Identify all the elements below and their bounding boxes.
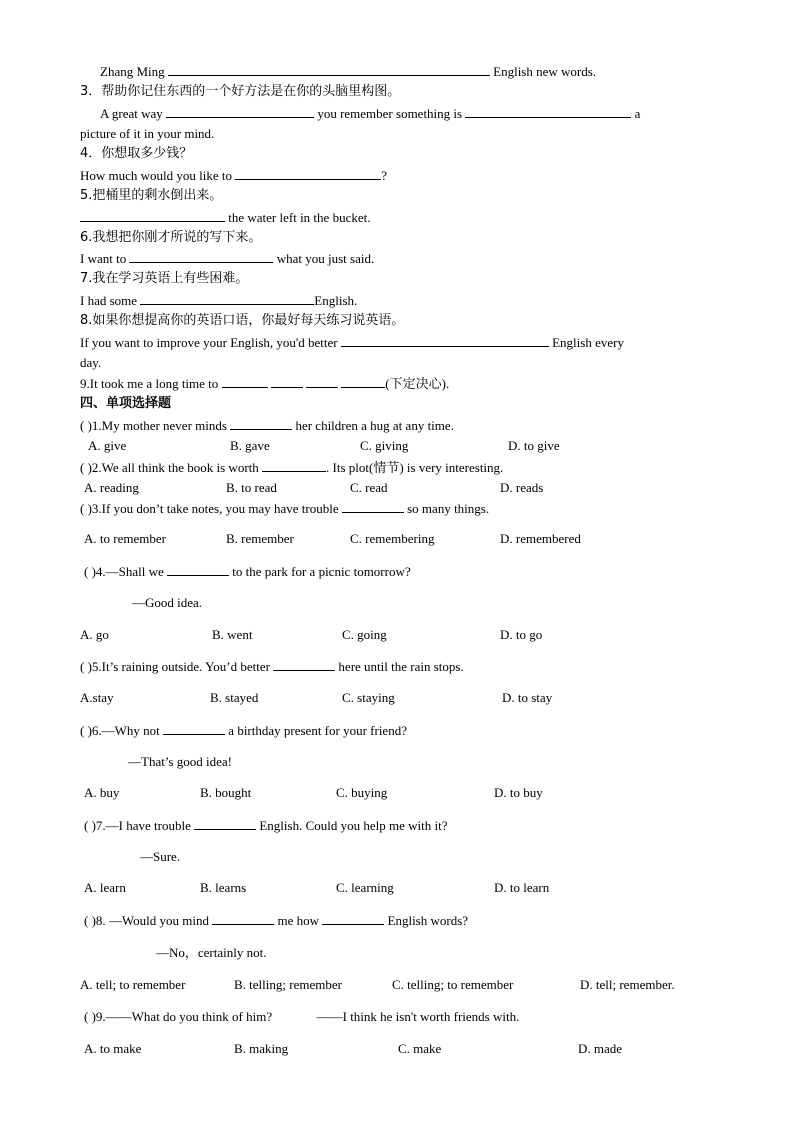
option-b[interactable]: B. stayed (210, 690, 259, 705)
question-2 (80, 459, 503, 476)
question-stem: ( )4.—Shall we (84, 564, 164, 579)
question-stem: ( )6.—Why not (80, 723, 160, 738)
answer-blank[interactable] (230, 417, 292, 430)
text: English new words. (493, 64, 597, 79)
option-d[interactable]: D. to give (508, 438, 560, 453)
text: If you want to improve your English, you'd better (80, 335, 338, 350)
text: the water left in the bucket. (228, 210, 371, 225)
answer-blank[interactable] (80, 209, 225, 222)
line-4: picture of it in your mind. (80, 126, 215, 141)
line-14 (80, 334, 624, 351)
line-10 (80, 250, 374, 267)
option-a[interactable]: A. to remember (84, 531, 166, 546)
question-6 (80, 722, 407, 739)
text: (下定决心). (385, 376, 450, 391)
line-13: 8.如果你想提高你的英语口语，你最好每天练习说英语。 (80, 313, 405, 328)
question-stem: to the park for a picnic tomorrow? (232, 564, 411, 579)
question-stem: ( )2.We all think the book is worth (80, 460, 259, 475)
question-stem: ( )1.My mother never minds (80, 418, 227, 433)
question-stem: a birthday present for your friend? (228, 723, 407, 738)
reply-line: —Good idea. (132, 595, 203, 610)
text: Zhang Ming (100, 64, 165, 79)
answer-blank[interactable] (342, 500, 404, 513)
option-d[interactable]: D. to go (500, 627, 543, 642)
text: I had some (80, 293, 138, 308)
option-b[interactable]: B. gave (230, 438, 270, 453)
answer-blank[interactable] (140, 292, 314, 305)
option-a[interactable]: A. reading (84, 480, 139, 495)
question-stem: ( )3.If you don’t take notes, you may have trouble (80, 501, 339, 516)
question-stem: ——I think he isn't worth friends with. (316, 1009, 520, 1024)
question-8 (84, 912, 468, 929)
answer-blank[interactable] (306, 375, 338, 388)
option-a[interactable]: A. to make (84, 1041, 142, 1056)
line-9: 6.我想把你刚才所说的写下来。 (80, 230, 262, 245)
line-16 (80, 375, 449, 392)
answer-blank[interactable] (273, 658, 335, 671)
text: English every (552, 335, 624, 350)
answer-blank[interactable] (166, 105, 314, 118)
answer-blank[interactable] (168, 63, 490, 76)
option-a[interactable]: A. go (80, 627, 109, 642)
question-stem: ( )8. —Would you mind (84, 913, 209, 928)
text: what you just said. (276, 251, 375, 266)
option-b[interactable]: B. bought (200, 785, 252, 800)
option-d[interactable]: D. to buy (494, 785, 543, 800)
option-b[interactable]: B. remember (226, 531, 294, 546)
question-5 (80, 658, 464, 675)
question-stem: ( )7.—I have trouble (84, 818, 191, 833)
answer-blank[interactable] (194, 817, 256, 830)
question-1 (80, 417, 454, 434)
option-d[interactable]: D. made (578, 1041, 623, 1056)
section-title: 四、单项选择题 (80, 396, 172, 411)
option-c[interactable]: C. buying (336, 785, 388, 800)
option-d[interactable]: D. to learn (494, 880, 550, 895)
text: a (634, 106, 641, 121)
option-c[interactable]: C. make (398, 1041, 442, 1056)
option-c[interactable]: C. giving (360, 438, 409, 453)
option-a[interactable]: A. tell; to remember (80, 977, 186, 992)
option-a[interactable]: A.stay (80, 690, 114, 705)
answer-blank[interactable] (235, 167, 381, 180)
line-1 (100, 63, 596, 80)
option-b[interactable]: B. telling; remember (234, 977, 342, 992)
option-d[interactable]: D. remembered (500, 531, 581, 546)
question-4 (84, 563, 411, 580)
option-c[interactable]: C. going (342, 627, 387, 642)
question-3 (80, 500, 489, 517)
question-stem: English words? (387, 913, 469, 928)
option-a[interactable]: A. give (88, 438, 127, 453)
option-d[interactable]: D. tell; remember. (580, 977, 675, 992)
answer-blank[interactable] (465, 105, 631, 118)
text: you remember something is (317, 106, 463, 121)
option-b[interactable]: B. to read (226, 480, 277, 495)
answer-blank[interactable] (341, 334, 549, 347)
text: ? (381, 168, 388, 183)
question-stem: ( )9.——What do you think of him? (84, 1009, 273, 1024)
line-3 (100, 105, 640, 122)
question-stem: me how (277, 913, 320, 928)
line-15: day. (80, 355, 102, 370)
reply-line: —That’s good idea! (128, 754, 232, 769)
option-b[interactable]: B. making (234, 1041, 289, 1056)
text: I want to (80, 251, 127, 266)
question-7 (84, 817, 448, 834)
answer-blank[interactable] (341, 375, 385, 388)
question-9 (84, 1009, 519, 1025)
option-a[interactable]: A. learn (84, 880, 126, 895)
option-b[interactable]: B. learns (200, 880, 247, 895)
line-12 (80, 292, 357, 309)
option-d[interactable]: D. to stay (502, 690, 553, 705)
answer-blank[interactable] (167, 563, 229, 576)
answer-blank[interactable] (222, 375, 268, 388)
answer-blank[interactable] (322, 912, 384, 925)
answer-blank[interactable] (163, 722, 225, 735)
text: 9.It took me a long time to (80, 376, 219, 391)
option-c[interactable]: C. remembering (350, 531, 435, 546)
text: A great way (100, 106, 163, 121)
option-c[interactable]: C. learning (336, 880, 394, 895)
line-5: 4．你想取多少钱？ (80, 146, 193, 161)
question-stem: here until the rain stops. (338, 659, 464, 674)
option-c[interactable]: C. telling; to remember (392, 977, 514, 992)
question-stem: . Its plot(情节) is very interesting. (326, 460, 504, 475)
question-stem: so many things. (407, 501, 490, 516)
text: English. (314, 293, 358, 308)
reply-line: —Sure. (140, 849, 181, 864)
answer-blank[interactable] (271, 375, 303, 388)
answer-blank[interactable] (262, 459, 326, 472)
line-8 (80, 209, 370, 226)
option-a[interactable]: A. buy (84, 785, 120, 800)
line-11: 7.我在学习英语上有些困难。 (80, 271, 249, 286)
text: How much would you like to (80, 168, 233, 183)
option-c[interactable]: C. read (350, 480, 388, 495)
question-stem: English. Could you help me with it? (259, 818, 448, 833)
line-7: 5.把桶里的剩水倒出来。 (80, 188, 223, 203)
option-b[interactable]: B. went (212, 627, 253, 642)
option-c[interactable]: C. staying (342, 690, 395, 705)
line-2: 3．帮助你记住东西的一个好方法是在你的头脑里构图。 (80, 84, 401, 99)
question-stem: ( )5.It’s raining outside. You’d better (80, 659, 270, 674)
answer-blank[interactable] (212, 912, 274, 925)
answer-blank[interactable] (129, 250, 273, 263)
line-6 (80, 167, 387, 184)
reply-line: —No，certainly not. (156, 945, 267, 960)
question-stem: her children a hug at any time. (295, 418, 454, 433)
option-d[interactable]: D. reads (500, 480, 544, 495)
